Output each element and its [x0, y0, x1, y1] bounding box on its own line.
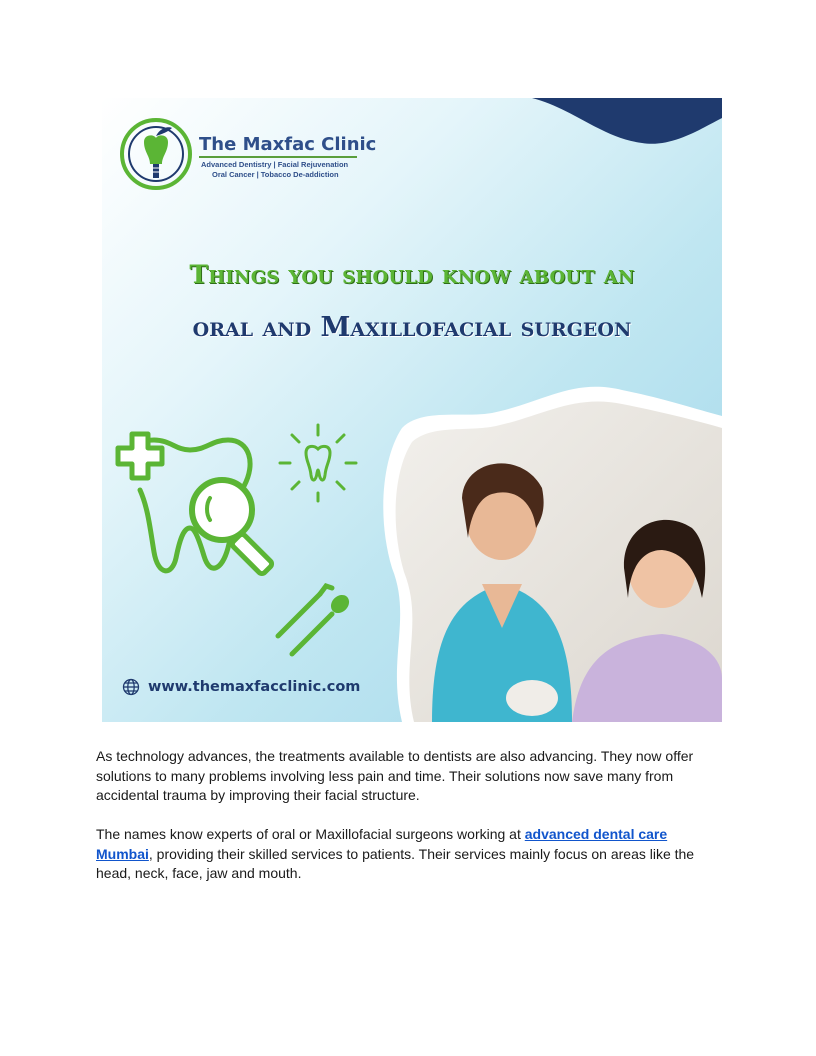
paragraph-2-text-before: The names know experts of oral or Maxillofacial surgeons working at	[96, 826, 525, 842]
brand-name: The Maxfac Clinic	[199, 134, 377, 155]
globe-icon	[122, 678, 140, 696]
brand-tagline-2: Oral Cancer | Tobacco De-addiction	[212, 170, 339, 179]
brand-tagline-1: Advanced Dentistry | Facial Rejuvenation	[201, 160, 349, 169]
website-row	[122, 678, 360, 696]
advanced-dental-care-link[interactable]: advanced dental care Mumbai	[96, 826, 668, 862]
dentist-patient-photo	[102, 98, 722, 722]
website-url: www.themaxfacclinic.com	[148, 679, 361, 695]
article-paragraph-1: As technology advances, the treatments available to dentists are also advancing. They now offer solutions to many problems involving less pain and time. Their solutions now save many from accidental trauma by improving their facial structure.	[96, 748, 694, 803]
clinic-banner	[102, 98, 722, 722]
headline-line-1: Things you should know about an	[189, 260, 635, 289]
headline-line-2: oral and Maxillofacial surgeon	[192, 312, 632, 343]
paragraph-2-text-after: , providing their skilled services to patients. Their services mainly focus on areas like the head, neck, face, jaw and mouth.	[96, 845, 695, 881]
article-paragraph-2	[96, 825, 716, 884]
